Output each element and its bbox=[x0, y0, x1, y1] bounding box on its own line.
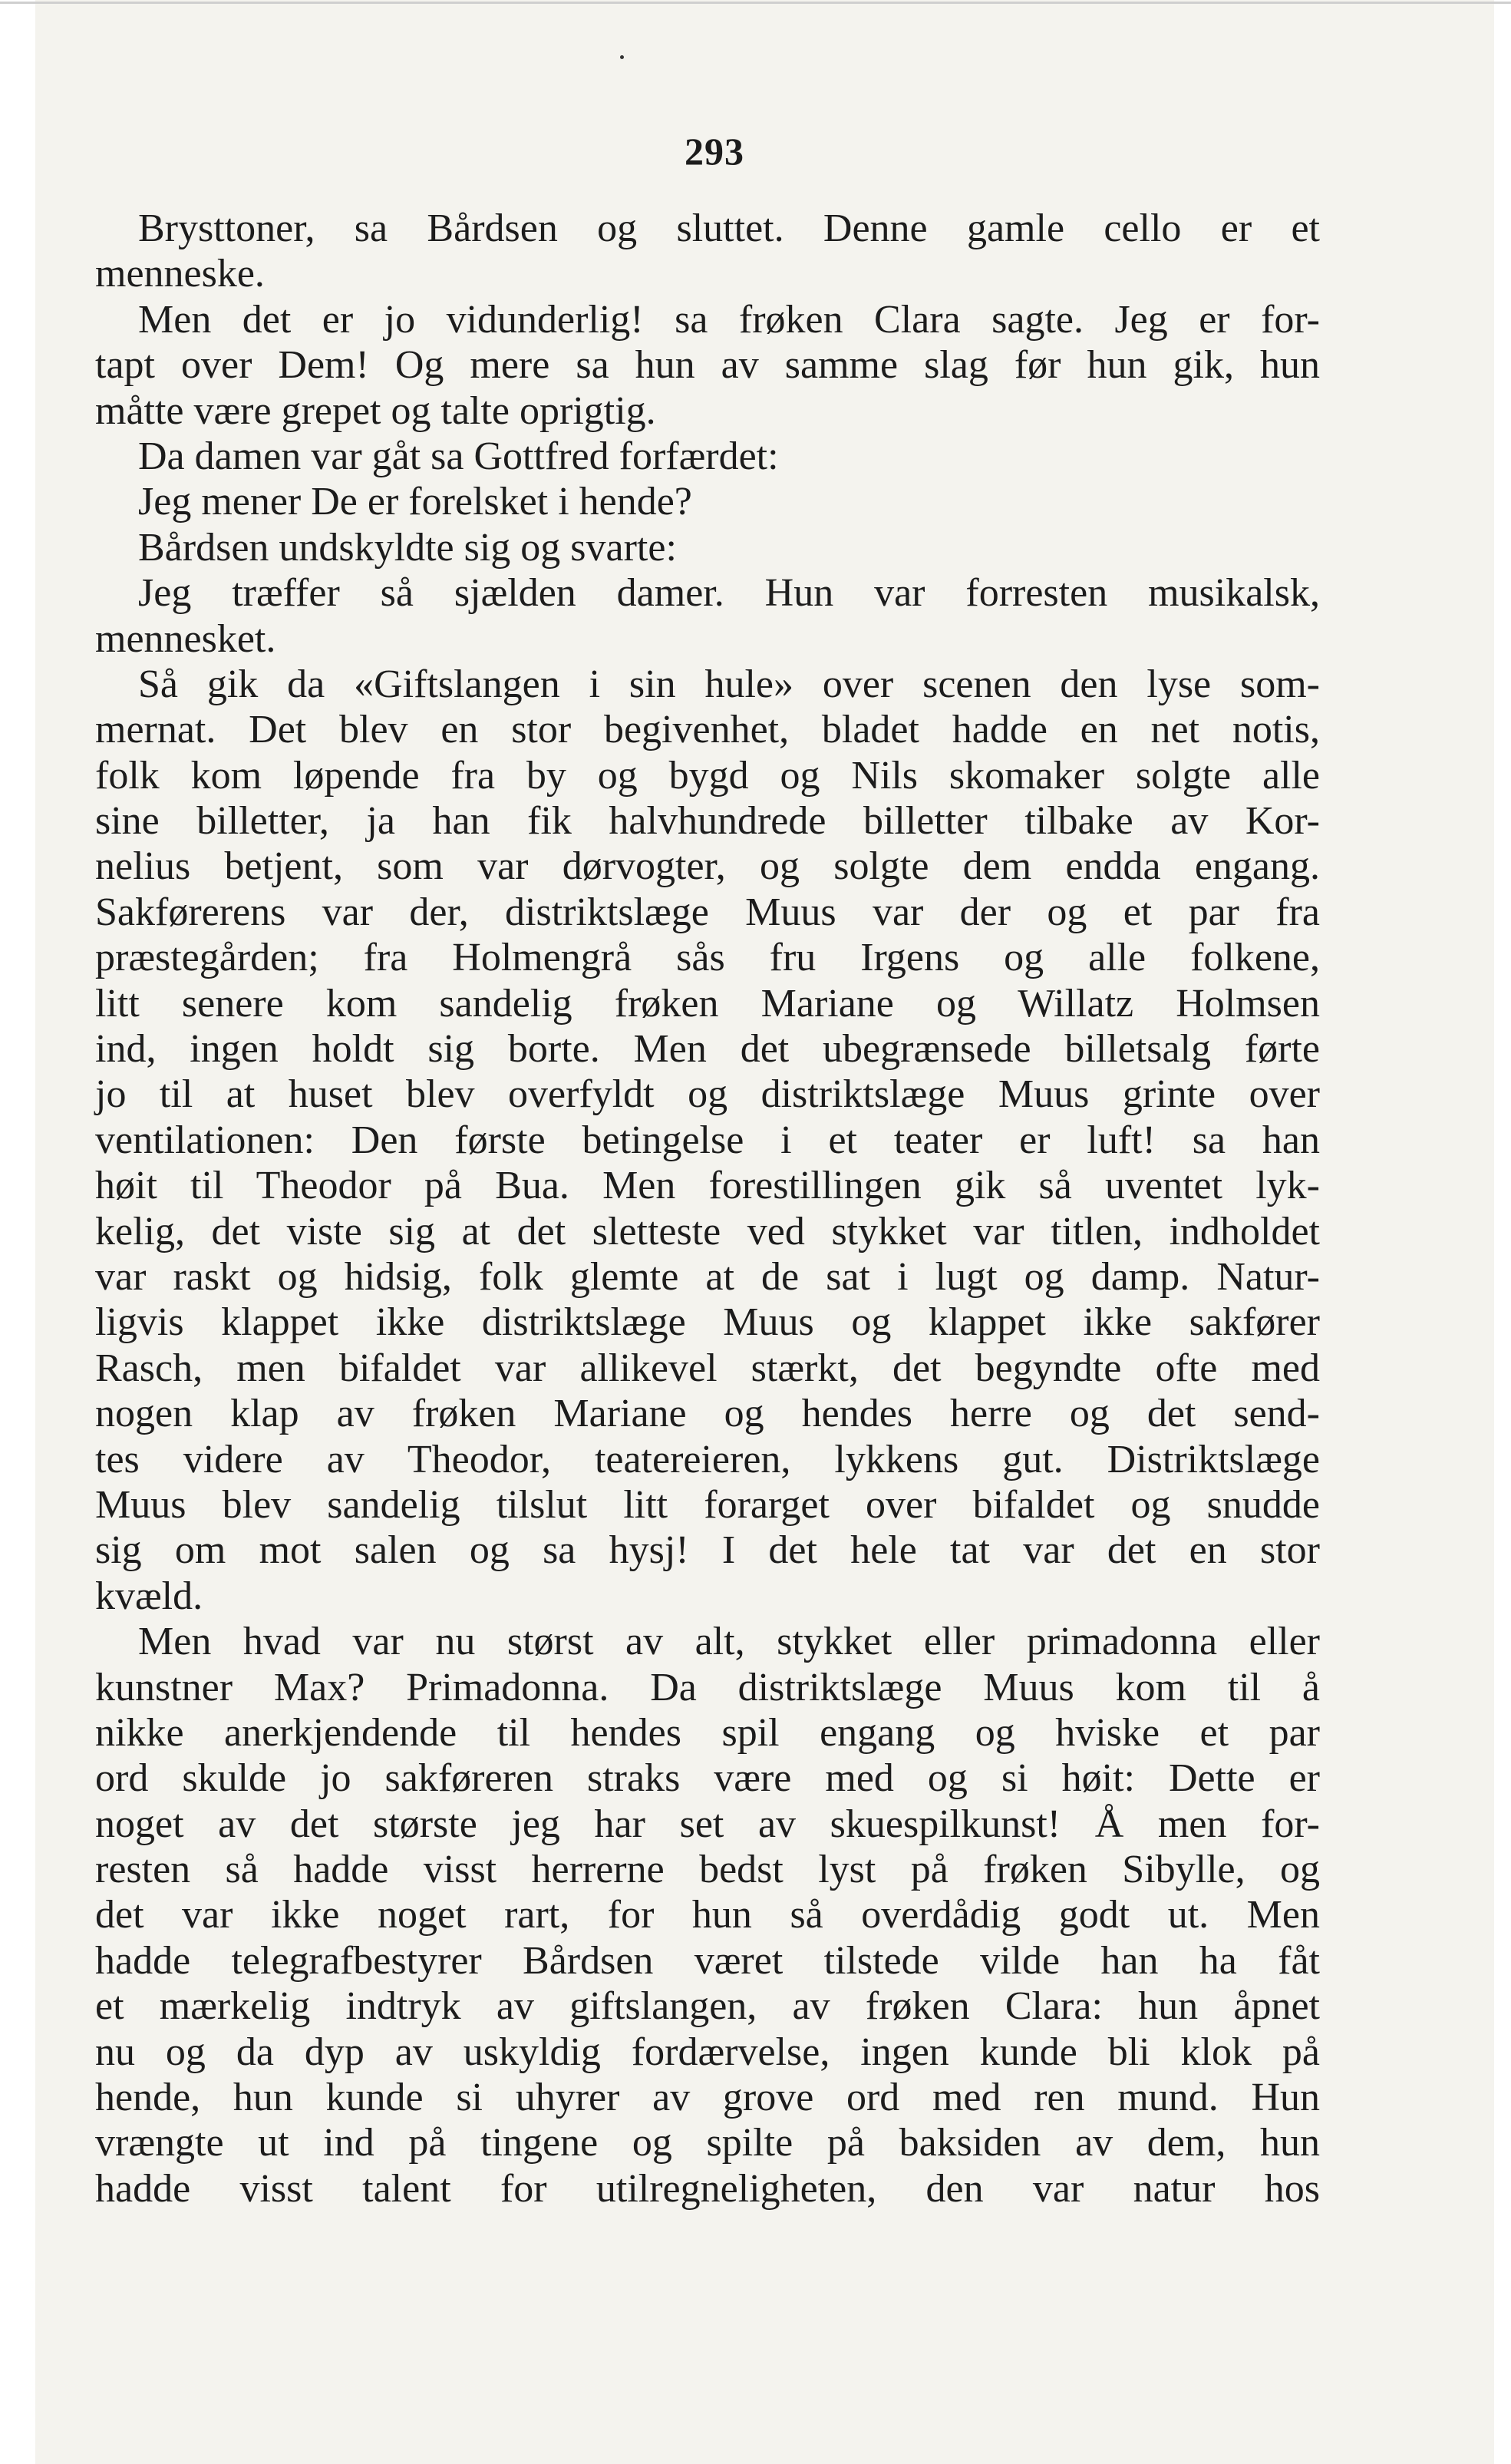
text-line: noget av det største jeg har set av skuespilkunst! Å men for- bbox=[95, 1802, 1320, 1846]
text-line: ligvis klappet ikke distriktslæge Muus og klappet ikke sakfører bbox=[95, 1300, 1320, 1345]
text-line: Jeg mener De er forelsket i hende? bbox=[138, 480, 692, 524]
text-line: nelius betjent, som var dørvogter, og solgte dem endda engang. bbox=[95, 844, 1320, 889]
text-line: Da damen var gåt sa Gottfred forfærdet: bbox=[138, 434, 779, 478]
text-line: mernat. Det blev en stor begivenhet, bladet hadde en net notis, bbox=[95, 708, 1320, 752]
text-line: sig om mot salen og sa hysj! I det hele tat var det en stor bbox=[95, 1528, 1320, 1573]
text-line: det var ikke noget rart, for hun så overdådig godt ut. Men bbox=[95, 1893, 1320, 1937]
text-line: kvæld. bbox=[95, 1574, 203, 1618]
text-line: nogen klap av frøken Mariane og hendes herre og det send- bbox=[95, 1392, 1320, 1436]
scan-margin-right bbox=[1494, 0, 1511, 2464]
body-text bbox=[95, 206, 1320, 2211]
text-line: nikke anerkjendende til hendes spil engang og hviske et par bbox=[95, 1710, 1320, 1755]
text-line: sine billetter, ja han fik halvhundrede billetter tilbake av Kor- bbox=[95, 799, 1320, 844]
text-line: Så gik da «Giftslangen i sin hule» over scenen den lyse som- bbox=[138, 662, 1320, 706]
text-line: Brysttoner, sa Bårdsen og sluttet. Denne gamle cello er et bbox=[138, 206, 1320, 250]
text-line: et mærkelig indtryk av giftslangen, av frøken Clara: hun åpnet bbox=[95, 1984, 1320, 2029]
text-line: ord skulde jo sakføreren straks være med og si høit: Dette er bbox=[95, 1756, 1320, 1801]
text-line: hadde telegrafbestyrer Bårdsen været tilstede vilde han ha fåt bbox=[95, 1938, 1320, 1983]
text-line: mennesket. bbox=[95, 616, 276, 661]
text-line: litt senere kom sandelig frøken Mariane og Willatz Holmsen bbox=[95, 981, 1320, 1026]
text-line: Rasch, men bifaldet var allikevel stærkt, det begyndte ofte med bbox=[95, 1346, 1320, 1390]
text-line: jo til at huset blev overfyldt og distriktslæge Muus grinte over bbox=[95, 1072, 1320, 1117]
text-line: hende, hun kunde si uhyrer av grove ord med ren mund. Hun bbox=[95, 2076, 1320, 2120]
scan-margin-left bbox=[0, 0, 35, 2464]
page-top-edge bbox=[0, 2, 1511, 4]
text-line: var raskt og hidsig, folk glemte at de sat i lugt og damp. Natur- bbox=[95, 1254, 1320, 1299]
text-line: nu og da dyp av uskyldig fordærvelse, ingen kunde bli klok på bbox=[95, 2030, 1320, 2074]
text-line: ventilationen: Den første betingelse i et teater er luft! sa han bbox=[95, 1118, 1320, 1162]
text-line: høit til Theodor på Bua. Men forestillingen gik så uventet lyk- bbox=[95, 1164, 1320, 1208]
text-line: Jeg træffer så sjælden damer. Hun var forresten musikalsk, bbox=[138, 571, 1320, 616]
text-line: menneske. bbox=[95, 252, 265, 296]
text-line: tes videre av Theodor, teatereieren, lykkens gut. Distriktslæge bbox=[95, 1437, 1320, 1481]
text-line: resten så hadde visst herrerne bedst lyst på frøken Sibylle, og bbox=[95, 1848, 1320, 1892]
text-line: kelig, det viste sig at det sletteste ved stykket var titlen, indholdet bbox=[95, 1209, 1320, 1253]
text-line: Bårdsen undskyldte sig og svarte: bbox=[138, 525, 677, 570]
text-line: folk kom løpende fra by og bygd og Nils skomaker solgte alle bbox=[95, 753, 1320, 798]
text-line: Men det er jo vidunderlig! sa frøken Clara sagte. Jeg er for- bbox=[138, 297, 1320, 342]
text-line: Men hvad var nu størst av alt, stykket eller primadonna eller bbox=[138, 1620, 1320, 1664]
text-line: præstegården; fra Holmengrå sås fru Irgens og alle folkene, bbox=[95, 936, 1320, 980]
text-line: ind, ingen holdt sig borte. Men det ubegrænsede billetsalg førte bbox=[95, 1027, 1320, 1072]
text-line: tapt over Dem! Og mere sa hun av samme slag før hun gik, hun bbox=[95, 343, 1320, 388]
text-line: Muus blev sandelig tilslut litt forarget over bifaldet og snudde bbox=[95, 1482, 1320, 1527]
text-line: Sakførerens var der, distriktslæge Muus var der og et par fra bbox=[95, 890, 1320, 934]
text-line: kunstner Max? Primadonna. Da distriktslæge Muus kom til å bbox=[95, 1665, 1320, 1709]
scan-speck bbox=[620, 55, 624, 59]
text-line: vrængte ut ind på tingene og spilte på baksiden av dem, hun bbox=[95, 2121, 1320, 2165]
text-line: måtte være grepet og talte oprigtig. bbox=[95, 388, 656, 433]
text-line: hadde visst talent for utilregneligheten, den var natur hos bbox=[95, 2166, 1320, 2211]
page-number: 293 bbox=[685, 130, 744, 173]
